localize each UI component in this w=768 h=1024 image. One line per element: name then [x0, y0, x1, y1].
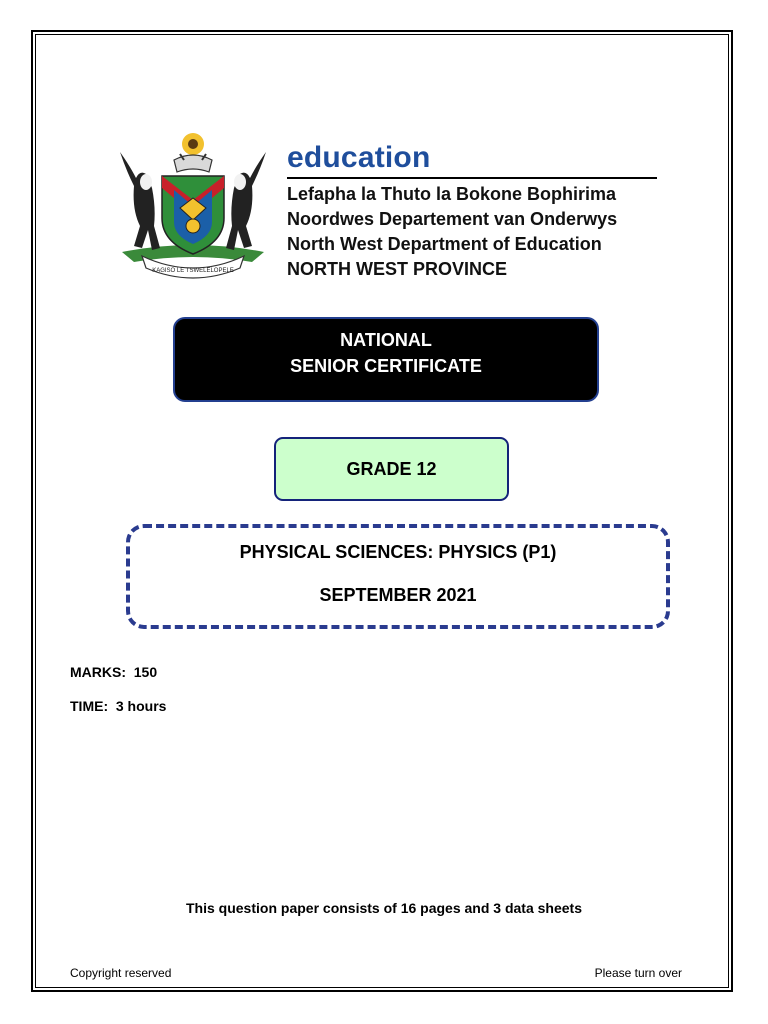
department-heading: [287, 140, 659, 282]
page-count-notice: This question paper consists of 16 pages and 3 data sheets: [186, 900, 582, 916]
department-line-afrikaans: Noordwes Departement van Onderwys: [287, 209, 618, 229]
subject-title: PHYSICAL SCIENCES: PHYSICS (P1): [239, 542, 557, 562]
heading-rule: [287, 177, 657, 179]
exam-session: SEPTEMBER 2021: [319, 585, 477, 605]
subject-box: [126, 524, 670, 629]
province-name: NORTH WEST PROVINCE: [287, 259, 508, 279]
crest-motto: KAGISO LE TSWELELOPELE: [152, 268, 234, 274]
grade-badge: GRADE 12: [274, 437, 509, 501]
certificate-line-1: NATIONAL: [340, 330, 432, 350]
department-line-english: North West Department of Education: [287, 234, 602, 254]
footer-turn-over: Please turn over: [594, 966, 682, 980]
certificate-line-2: SENIOR CERTIFICATE: [290, 356, 482, 376]
marks-label: MARKS: 150: [70, 664, 158, 680]
time-label: TIME: 3 hours: [70, 698, 167, 714]
coat-of-arms-logo: [112, 130, 274, 282]
footer-copyright: Copyright reserved: [70, 966, 172, 980]
certificate-banner: [173, 317, 599, 402]
education-wordmark: education: [287, 141, 431, 174]
department-line-setswana: Lefapha la Thuto la Bokone Bophirima: [287, 184, 617, 204]
